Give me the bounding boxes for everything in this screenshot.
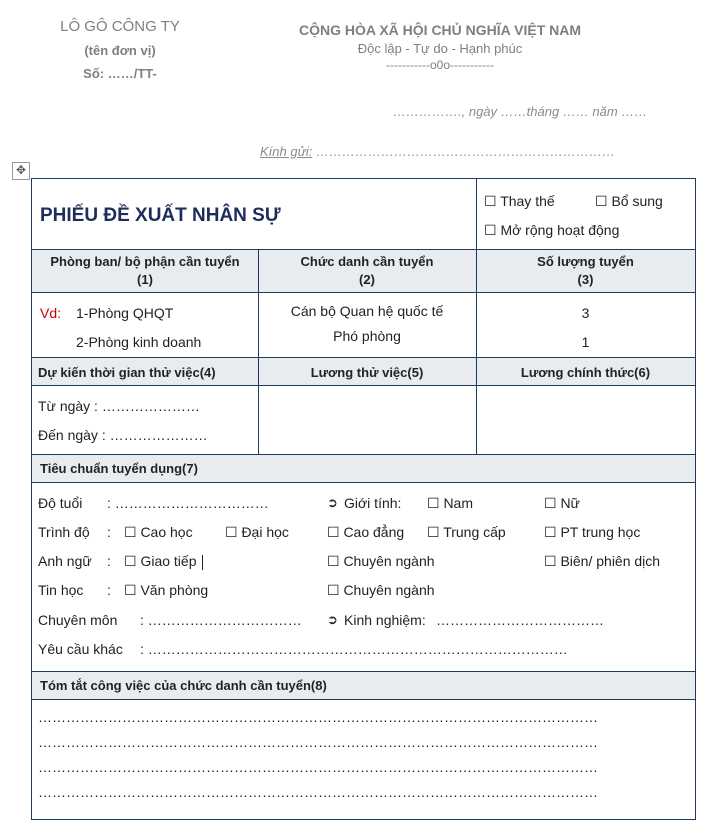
row-divider xyxy=(32,249,695,250)
row-divider xyxy=(32,671,695,672)
col2-header xyxy=(258,254,476,287)
department-2[interactable]: 2-Phòng kinh doanh xyxy=(76,334,202,350)
header-left xyxy=(40,18,200,81)
recipient-label: Kính gửi: xyxy=(260,144,313,159)
col-divider xyxy=(476,179,477,249)
col1-header-line1: Phòng ban/ bộ phận cần tuyển xyxy=(50,254,240,269)
to-date[interactable]: Đến ngày : ………………… xyxy=(38,427,208,443)
education-colon: : xyxy=(107,524,111,540)
checkbox-english-communication-label: ☐ Giao tiếp xyxy=(124,553,197,569)
checkbox-interpretation[interactable]: ☐ Biên/ phiên dịch xyxy=(544,553,661,569)
other-requirements-label: Yêu cầu khác xyxy=(38,641,123,657)
checkbox-intermediate[interactable]: ☐ Trung cấp xyxy=(427,524,506,540)
checkbox-college[interactable]: ☐ Cao đẳng xyxy=(327,524,405,540)
motto: Độc lập - Tự do - Hạnh phúc xyxy=(357,41,523,56)
row-divider xyxy=(32,482,695,483)
checkbox-replace[interactable]: ☐ Thay thế xyxy=(484,193,555,209)
gender-bullet-icon: ➲ xyxy=(327,495,338,510)
text-cursor xyxy=(202,555,203,570)
other-requirements-value[interactable]: : ……………………………………………………………………………… xyxy=(140,641,568,657)
checkbox-english-communication[interactable] xyxy=(124,553,203,570)
it-colon: : xyxy=(107,582,111,598)
row-divider xyxy=(32,699,695,700)
age-label: Độ tuổi xyxy=(38,495,83,511)
col2-header-line2: (2) xyxy=(359,272,375,287)
summary-line-4[interactable]: ………………………………………………………………………………………………………… xyxy=(38,784,598,800)
table-move-handle-icon[interactable]: ✥ xyxy=(12,162,30,180)
department-1[interactable]: 1-Phòng QHQT xyxy=(76,305,174,321)
summary-line-3[interactable]: ………………………………………………………………………………………………………… xyxy=(38,759,598,775)
summary-line-1[interactable]: ………………………………………………………………………………………………………… xyxy=(38,709,598,725)
age-value[interactable]: : …………………………… xyxy=(107,495,269,511)
checkbox-high-school[interactable]: ☐ PT trung học xyxy=(544,524,641,540)
col2-header-line1: Chức danh cần tuyển xyxy=(300,254,434,269)
document-number: Số: ……/TT- xyxy=(83,66,157,81)
row-divider xyxy=(32,292,695,293)
personnel-request-form xyxy=(31,178,696,820)
nation-title: CỘNG HÒA XÃ HỘI CHỦ NGHĨA VIỆT NAM xyxy=(298,22,582,38)
col3-header-line2: (3) xyxy=(577,272,594,287)
gender-label: Giới tính: xyxy=(344,495,402,511)
official-salary-header: Lương chính thức(6) xyxy=(520,365,651,380)
major-value[interactable]: : …………………………… xyxy=(140,612,302,628)
checkbox-male[interactable]: ☐ Nam xyxy=(427,495,473,511)
it-label: Tin học xyxy=(38,582,84,598)
example-label: Vd: xyxy=(40,305,62,321)
checkbox-it-office[interactable]: ☐ Văn phòng xyxy=(124,582,209,598)
quantity-2[interactable]: 1 xyxy=(581,334,590,350)
recipient-dots: …………………………………………………………… xyxy=(312,144,615,159)
education-label: Trình độ xyxy=(38,524,90,540)
col1-header xyxy=(32,254,258,287)
position-1[interactable]: Cán bộ Quan hệ quốc tế xyxy=(290,303,444,319)
checkbox-expand-operations[interactable]: ☐ Mở rộng hoạt động xyxy=(484,222,620,238)
checkbox-female[interactable]: ☐ Nữ xyxy=(544,495,580,511)
job-summary-header: Tóm tắt công việc của chức danh cần tuyển(8) xyxy=(40,678,327,693)
motto-separator: -----------o0o----------- xyxy=(386,58,494,72)
major-label: Chuyên môn xyxy=(38,612,118,628)
from-date[interactable]: Từ ngày : ………………… xyxy=(38,398,200,414)
checkbox-it-specialized[interactable]: ☐ Chuyên ngành xyxy=(327,582,435,598)
position-2[interactable]: Phó phòng xyxy=(333,328,401,344)
recipient-line xyxy=(260,144,615,159)
probation-time-header: Dự kiến thời gian thử việc(4) xyxy=(38,365,216,380)
checkbox-postgraduate[interactable]: ☐ Cao học xyxy=(124,524,193,540)
experience-value[interactable]: ……………………………… xyxy=(436,612,604,628)
row-divider xyxy=(32,357,695,358)
english-label: Anh ngữ xyxy=(38,553,92,569)
checkbox-english-specialized[interactable]: ☐ Chuyên ngành xyxy=(327,553,435,569)
quantity-1[interactable]: 3 xyxy=(581,305,590,321)
experience-label: Kinh nghiệm: xyxy=(344,612,426,628)
row-divider xyxy=(32,385,695,386)
checkbox-supplement[interactable]: ☐ Bổ sung xyxy=(595,193,663,209)
header-right xyxy=(270,22,610,72)
date-line: ……………., ngày ……tháng …… năm …… xyxy=(393,104,648,119)
checkbox-university[interactable]: ☐ Đại học xyxy=(225,524,289,540)
col3-header-line1: Số lượng tuyển xyxy=(537,254,634,269)
probation-salary-header: Lương thử việc(5) xyxy=(310,365,424,380)
col1-header-line2: (1) xyxy=(137,272,153,287)
experience-bullet-icon: ➲ xyxy=(327,612,338,627)
criteria-header: Tiêu chuẩn tuyển dụng(7) xyxy=(40,461,198,476)
summary-line-2[interactable]: ………………………………………………………………………………………………………… xyxy=(38,734,598,750)
col3-header xyxy=(476,254,695,287)
company-logo-text: LÔ GÔ CÔNG TY xyxy=(60,18,180,35)
form-title: PHIẾU ĐỀ XUẤT NHÂN SỰ xyxy=(40,205,281,226)
unit-name: (tên đơn vị) xyxy=(84,43,156,58)
row-divider xyxy=(32,454,695,455)
english-colon: : xyxy=(107,553,111,569)
